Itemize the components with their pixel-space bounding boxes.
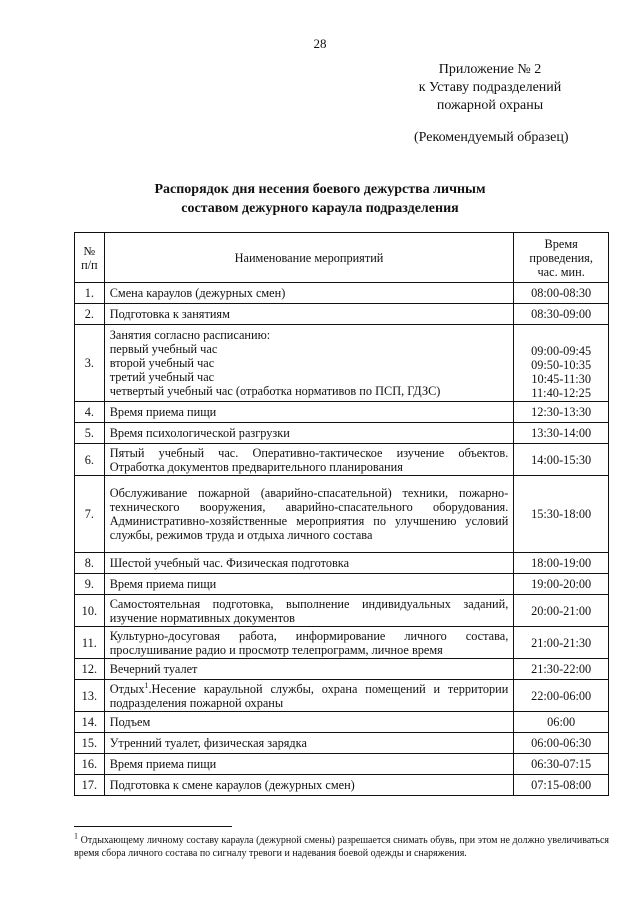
- row-time: 21:30-22:00: [514, 659, 609, 680]
- table-row: [75, 712, 609, 733]
- table-row: [75, 733, 609, 754]
- row-activity: Смена караулов (дежурных смен): [104, 283, 514, 304]
- row-time: 20:00-21:00: [514, 595, 609, 627]
- row-number: 16.: [75, 754, 105, 775]
- row-number: 3.: [75, 325, 105, 402]
- row-number: 4.: [75, 402, 105, 423]
- row-number: 8.: [75, 553, 105, 574]
- table-row: [75, 659, 609, 680]
- table-row: [75, 476, 609, 553]
- row-activity: Утренний туалет, физическая зарядка: [104, 733, 514, 754]
- footnote-divider: [74, 826, 232, 827]
- recommended-sample-note: (Рекомендуемый образец): [414, 130, 569, 145]
- row-activity: Время приема пищи: [104, 574, 514, 595]
- row-activity: Обслуживание пожарной (аварийно-спасательной) техники, пожарно-технического вооружения, аварийно-спасательного оборудования. Административно-хозяйственные мероприятия по улучшению условий службы, режимов труда и отдыха личного состава: [104, 476, 514, 553]
- table-row: [75, 754, 609, 775]
- footnote-reference: 1: [144, 680, 149, 690]
- schedule-table: [74, 232, 609, 796]
- row-time: 08:00-08:30: [514, 283, 609, 304]
- header-activity: Наименование мероприятий: [104, 233, 514, 283]
- table-row: [75, 680, 609, 712]
- row-number: 12.: [75, 659, 105, 680]
- row-time: 07:15-08:00: [514, 775, 609, 796]
- row-activity: Вечерний туалет: [104, 659, 514, 680]
- row-activity: Культурно-досуговая работа, информирование личного состава, прослушивание радио и просмотр телепрограмм, личное время: [104, 627, 514, 659]
- footnote: [74, 831, 609, 860]
- header-time: Время проведения, час. мин.: [514, 233, 609, 283]
- row-number: 2.: [75, 304, 105, 325]
- row-number: 9.: [75, 574, 105, 595]
- footnote-mark: 1: [74, 831, 78, 841]
- row-number: 15.: [75, 733, 105, 754]
- row-activity: Подъем: [104, 712, 514, 733]
- row-time: 15:30-18:00: [514, 476, 609, 553]
- title-line-2: составом дежурного караула подразделения: [181, 201, 459, 216]
- table-row: [75, 553, 609, 574]
- row-number: 14.: [75, 712, 105, 733]
- row-number: 13.: [75, 680, 105, 712]
- table-row: [75, 402, 609, 423]
- row-time: 22:00-06:00: [514, 680, 609, 712]
- table-row: [75, 325, 609, 402]
- row-number: 17.: [75, 775, 105, 796]
- row-time: 08:30-09:00: [514, 304, 609, 325]
- row-number: 1.: [75, 283, 105, 304]
- row-time: 06:00: [514, 712, 609, 733]
- row-number: 10.: [75, 595, 105, 627]
- row-activity: Занятия согласно расписанию: первый учебный час второй учебный час третий учебный час четвертый учебный час (отработка нормативов по ПСП, ГДЗС): [104, 325, 514, 402]
- schedule-rows: [75, 283, 609, 796]
- row-activity: Время приема пищи: [104, 402, 514, 423]
- row-number: 5.: [75, 423, 105, 444]
- appendix-line-1: Приложение № 2: [438, 62, 542, 77]
- row-activity: Пятый учебный час. Оперативно-тактическое изучение объектов. Отработка документов предварительного планирования: [104, 444, 514, 476]
- activity-prefix: Отдых: [109, 681, 145, 696]
- table-row: [75, 574, 609, 595]
- header-number: № п/п: [75, 233, 105, 283]
- row-time: 14:00-15:30: [514, 444, 609, 476]
- appendix-line-2: к Уставу подразделений: [418, 80, 562, 95]
- page-number: 28: [313, 36, 327, 51]
- row-time: 19:00-20:00: [514, 574, 609, 595]
- table-row: [75, 444, 609, 476]
- row-time: 18:00-19:00: [514, 553, 609, 574]
- row-time: 13:30-14:00: [514, 423, 609, 444]
- row-time: 06:30-07:15: [514, 754, 609, 775]
- row-time: 21:00-21:30: [514, 627, 609, 659]
- table-row: [75, 775, 609, 796]
- row-number: 7.: [75, 476, 105, 553]
- title-line-1: Распорядок дня несения боевого дежурства личным: [154, 182, 486, 197]
- row-number: 11.: [75, 627, 105, 659]
- row-activity: Самостоятельная подготовка, выполнение индивидуальных заданий, изучение нормативных документов: [104, 595, 514, 627]
- row-time: 12:30-13:30: [514, 402, 609, 423]
- table-row: [75, 283, 609, 304]
- row-activity: Подготовка к занятиям: [104, 304, 514, 325]
- row-activity: [104, 680, 514, 712]
- row-time: 06:00-06:30: [514, 733, 609, 754]
- row-activity: Время приема пищи: [104, 754, 514, 775]
- appendix-line-3: пожарной охраны: [436, 98, 544, 113]
- table-header-row: [75, 233, 609, 283]
- table-row: [75, 423, 609, 444]
- table-row: [75, 627, 609, 659]
- footnote-text: Отдыхающему личному составу караула (дежурной смены) разрешается снимать обувь, при этом не должно увеличиваться время сбора личного состава по сигналу тревоги и надевания боевой одежды и снаряжения.: [74, 835, 609, 859]
- row-activity: Шестой учебный час. Физическая подготовка: [104, 553, 514, 574]
- table-row: [75, 595, 609, 627]
- document-title: [0, 180, 640, 218]
- row-activity: Подготовка к смене караулов (дежурных смен): [104, 775, 514, 796]
- appendix-header: [390, 61, 590, 115]
- row-number: 6.: [75, 444, 105, 476]
- row-time: 09:00-09:45 09:50-10:35 10:45-11:30 11:40-12:25: [514, 325, 609, 402]
- activity-text: .Несение караульной службы, охрана помещений и территории подразделения пожарной охраны: [109, 681, 509, 710]
- row-activity: Время психологической разгрузки: [104, 423, 514, 444]
- table-row: [75, 304, 609, 325]
